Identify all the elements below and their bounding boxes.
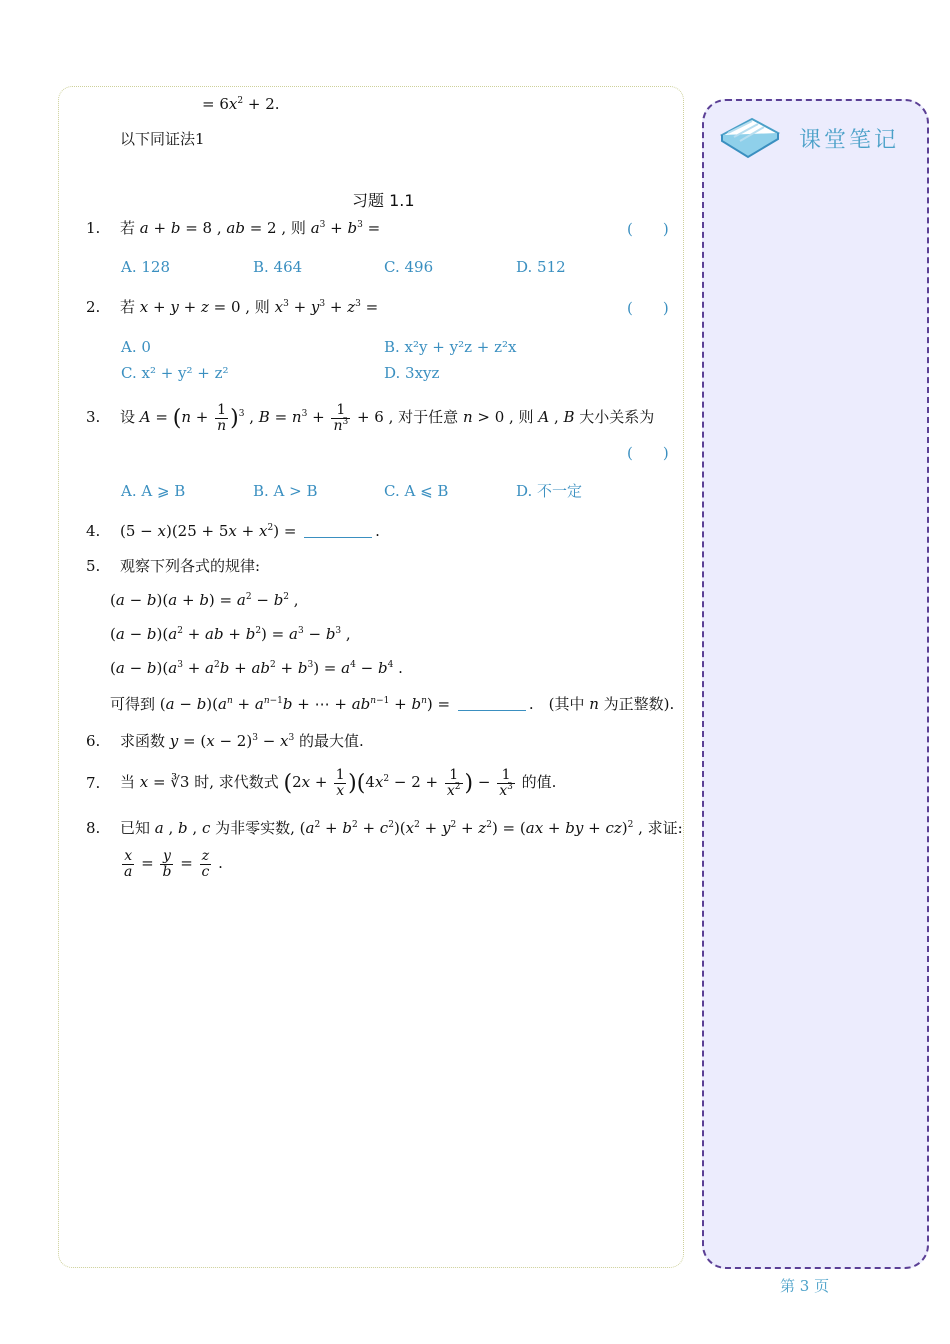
book-icon <box>718 111 782 167</box>
page-number: 第 3 页 <box>780 1277 830 1295</box>
q7-stem: 当 x = ∛3 时, 求代数式 (2x + $\frac{1}{x}$ )($4x^2 - 2$ + $\frac{1}{x^2}$ ) − $\frac{1}{x^3}$ 的值. <box>120 766 557 799</box>
q2-answer-paren[interactable]: ( ) <box>627 299 669 317</box>
q2-number: 2. <box>86 298 101 316</box>
q1-stem: 若 a + b = 8 , ab = 2 , 则 $a^3 + b^3$ = <box>120 219 381 237</box>
continued-equation: = $6x^2 + 2$. <box>202 95 280 113</box>
q2-option-c[interactable]: C. x² + y² + z² <box>121 364 229 382</box>
q7-number: 7. <box>86 774 101 792</box>
q5-blank[interactable] <box>458 710 526 711</box>
q5-stem: 观察下列各式的规律: <box>120 557 261 575</box>
q3-option-b[interactable]: B. A > B <box>253 482 318 500</box>
q4-number: 4. <box>86 522 101 540</box>
q3-option-c[interactable]: C. A ⩽ B <box>384 482 449 500</box>
q1-option-d[interactable]: D. 512 <box>516 258 566 276</box>
exercise-heading: 习题 1.1 <box>352 191 415 210</box>
q3-option-a[interactable]: A. A ⩾ B <box>121 482 186 500</box>
q5-pattern-3: $(a - b)(a^3 + a^2b + ab^2 + b^3) = a^4 - b^4$ . <box>110 659 403 677</box>
notes-title: 课堂笔记 <box>799 128 900 153</box>
q3-option-d[interactable]: D. 不一定 <box>516 482 583 500</box>
q4-stem: $(5 - x)(25 + 5x + x^2)$ = . <box>120 522 380 540</box>
q2-option-b[interactable]: B. x²y + y²z + z²x <box>384 338 517 356</box>
q1-number: 1. <box>86 219 101 237</box>
q2-option-a[interactable]: A. 0 <box>121 338 151 356</box>
q1-option-b[interactable]: B. 464 <box>253 258 303 276</box>
q8-number: 8. <box>86 819 101 837</box>
q3-answer-paren[interactable]: ( ) <box>627 444 669 462</box>
q2-option-d[interactable]: D. 3xyz <box>384 364 440 382</box>
q8-stem: 已知 a , b , c 为非零实数, $(a^2 + b^2 + c^2)(x^2 + y^2 + z^2) = (ax$ + by + cz)$^2$ , 求证: <box>120 819 683 837</box>
q5-number: 5. <box>86 557 101 575</box>
q1-option-c[interactable]: C. 496 <box>384 258 434 276</box>
q5-pattern-2: $(a - b)(a^2$ + ab + $b^2) = a^3 - b^3$ , <box>110 625 351 643</box>
q1-option-a[interactable]: A. 128 <box>121 258 170 276</box>
q3-stem: 设 A = (n + $\frac{1}{n}$ )$^3$ , $B = n^3$ + $\frac{1}{n^3}$ + 6 , 对于任意 n > 0 , 则 A , B 大小关系为 <box>120 401 655 434</box>
q6-stem: 求函数 $y = (x - 2)^3 - x^3$ 的最大值. <box>120 732 364 750</box>
q6-number: 6. <box>86 732 101 750</box>
q2-stem: 若 x + y + z = 0 , 则 $x^3 + y^3 + z^3$ = <box>120 298 379 316</box>
q5-pattern-1: $(a - b)(a + b) = a^2 - b^2$ , <box>110 591 299 609</box>
notes-panel <box>702 99 929 1269</box>
q5-conclusion: 可得到 $(a - b)(a^n + a^{n-1}b$ + ⋯ + $ab^{n-1} + b^n$) = . (其中 n 为正整数). <box>110 695 675 713</box>
q1-answer-paren[interactable]: ( ) <box>627 220 669 238</box>
q3-number: 3. <box>86 408 101 426</box>
q8-claim: $\frac{x}{a}$ = $\frac{y}{b}$ = $\frac{z}{c}$ . <box>124 847 223 880</box>
continued-note: 以下同证法1 <box>120 130 205 148</box>
q4-blank[interactable] <box>304 537 372 538</box>
